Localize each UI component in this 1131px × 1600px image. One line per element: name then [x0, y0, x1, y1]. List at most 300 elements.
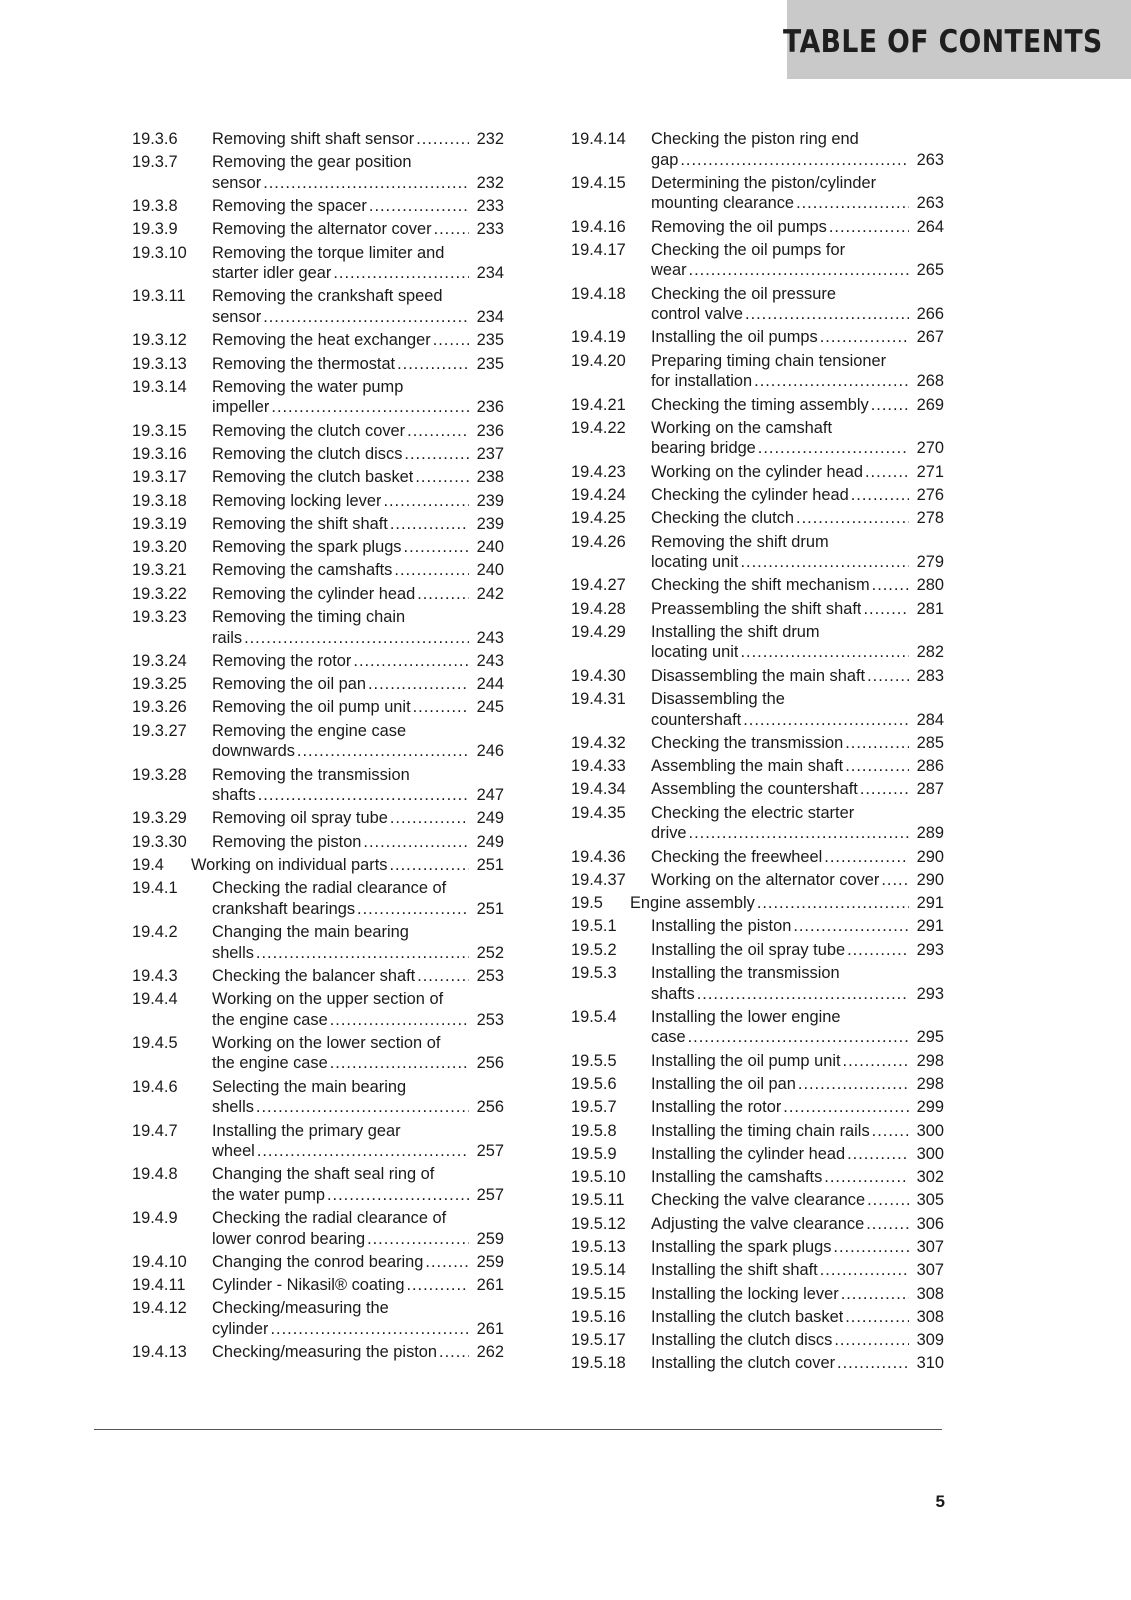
toc-entry-page: 306 — [916, 1214, 944, 1233]
toc-entry-body — [651, 462, 944, 483]
toc-entry-body — [212, 444, 504, 465]
toc-entry-title: Adjusting the valve clearance — [651, 1214, 865, 1233]
toc-entry-title: shafts — [651, 984, 695, 1003]
toc-entry-title: Checking/measuring the piston — [212, 1343, 438, 1362]
toc-entry-page: 307 — [916, 1261, 944, 1280]
toc-entry-title: Working on the alternator cover — [651, 870, 880, 889]
toc-entry-title-row — [212, 785, 504, 806]
toc-entry[interactable] — [132, 330, 504, 351]
toc-entry[interactable] — [132, 467, 504, 488]
toc-entry-page: 291 — [916, 894, 944, 913]
toc-entry-body — [212, 1298, 504, 1339]
toc-leader-dots — [327, 1185, 469, 1206]
toc-entry[interactable] — [571, 575, 944, 596]
toc-entry-number: 19.3.9 — [132, 220, 178, 239]
toc-entry-title-line1: Removing the water pump — [212, 377, 404, 396]
toc-leader-dots — [394, 560, 469, 581]
toc-entry-number: 19.4.18 — [571, 284, 626, 303]
toc-entry-title: Removing the shift shaft — [212, 514, 388, 533]
toc-entry-title-line1: Removing the transmission — [212, 765, 410, 784]
toc-entry-number: 19.3.15 — [132, 421, 187, 440]
toc-leader-dots — [845, 733, 909, 754]
toc-entry-title-row — [212, 537, 504, 558]
toc-entry-number: 19.4.22 — [571, 418, 626, 437]
toc-entry-body — [651, 1330, 944, 1351]
toc-entry-title: Removing the clutch discs — [212, 444, 403, 463]
toc-entry-body — [651, 940, 944, 961]
toc-entry[interactable] — [571, 733, 944, 754]
toc-entry-body — [212, 674, 504, 695]
toc-entry[interactable] — [571, 1007, 944, 1048]
toc-entry[interactable] — [132, 537, 504, 558]
toc-entry-body — [212, 1252, 504, 1273]
toc-entry-page: 249 — [476, 809, 504, 828]
toc-entry[interactable] — [132, 1077, 504, 1118]
toc-entry-page: 267 — [916, 328, 944, 347]
toc-entry-body — [212, 607, 504, 648]
toc-leader-dots — [397, 354, 469, 375]
toc-column-right — [571, 129, 944, 1377]
toc-entry-title: cylinder — [212, 1319, 269, 1338]
toc-entry-body — [651, 217, 944, 238]
toc-entry-number: 19.5.6 — [571, 1074, 617, 1093]
toc-entry-page: 300 — [916, 1144, 944, 1163]
toc-entry[interactable] — [571, 666, 944, 687]
toc-leader-dots — [270, 1319, 469, 1340]
toc-entry-title-row — [212, 1053, 504, 1074]
toc-entry-page: 252 — [476, 943, 504, 962]
toc-entry[interactable] — [132, 560, 504, 581]
toc-entry-number: 19.5.11 — [571, 1191, 625, 1210]
toc-entry-title-line1: Disassembling the — [651, 690, 785, 709]
toc-entry[interactable] — [132, 491, 504, 512]
toc-entry-body — [651, 963, 944, 1004]
toc-entry[interactable] — [571, 756, 944, 777]
toc-leader-dots — [865, 462, 909, 483]
toc-entry-page: 236 — [476, 398, 504, 417]
toc-entry-title: lower conrod bearing — [212, 1229, 366, 1248]
toc-entry-page: 290 — [916, 847, 944, 866]
toc-entry-page: 232 — [476, 130, 504, 148]
toc-entry-body — [651, 870, 944, 891]
toc-section-entry[interactable] — [571, 893, 944, 914]
toc-leader-dots — [258, 785, 469, 806]
toc-entry-page: 269 — [916, 395, 944, 414]
toc-entry-number: 19.5.16 — [571, 1307, 626, 1326]
toc-entry-body — [212, 129, 504, 150]
toc-entry[interactable] — [571, 1051, 944, 1072]
toc-entry-body — [651, 803, 944, 844]
toc-entry-title-row — [212, 899, 504, 920]
toc-entry[interactable] — [132, 1342, 504, 1363]
toc-entry-page: 234 — [476, 307, 504, 326]
toc-entry-title-row — [651, 395, 944, 416]
toc-leader-dots — [689, 823, 909, 844]
toc-entry[interactable] — [571, 803, 944, 844]
toc-entry-body — [212, 467, 504, 488]
toc-entry-body — [651, 327, 944, 348]
toc-entry-title-row — [651, 823, 944, 844]
toc-entry-title-row — [212, 697, 504, 718]
toc-entry-title: the engine case — [212, 1010, 328, 1029]
toc-entry-title-line1: Working on the upper section of — [212, 990, 444, 1009]
toc-entry-body — [651, 666, 944, 687]
toc-entry-body — [630, 893, 944, 914]
toc-entry-number: 19.5.3 — [571, 964, 617, 983]
toc-entry[interactable] — [571, 284, 944, 325]
toc-entry[interactable] — [571, 1167, 944, 1188]
toc-entry[interactable] — [571, 779, 944, 800]
toc-entry-page: 300 — [916, 1121, 944, 1140]
toc-entry[interactable] — [571, 1260, 944, 1281]
toc-entry[interactable] — [571, 129, 944, 170]
toc-entry-body — [651, 1284, 944, 1305]
toc-entry[interactable] — [132, 514, 504, 535]
toc-leader-dots — [333, 263, 469, 284]
toc-entry-page: 308 — [916, 1284, 944, 1303]
toc-entry-title: Removing the alternator cover — [212, 220, 432, 239]
toc-entry-title: locating unit — [651, 643, 739, 662]
toc-entry-page: 270 — [916, 439, 944, 458]
toc-entry[interactable] — [132, 444, 504, 465]
toc-entry[interactable] — [571, 847, 944, 868]
toc-entry[interactable] — [571, 940, 944, 961]
toc-entry-number: 19.3.11 — [132, 287, 186, 306]
toc-entry[interactable] — [571, 418, 944, 459]
toc-entry-page: 249 — [476, 832, 504, 851]
toc-entry[interactable] — [571, 1237, 944, 1258]
toc-entry-page: 239 — [476, 514, 504, 533]
toc-entry[interactable] — [571, 916, 944, 937]
toc-entry-body — [651, 173, 944, 214]
toc-entry-title-row — [651, 710, 944, 731]
toc-entry[interactable] — [571, 1144, 944, 1165]
toc-leader-dots — [745, 304, 909, 325]
toc-entry-page: 251 — [476, 855, 504, 874]
toc-entry-title-row — [212, 1319, 504, 1340]
toc-entry-body — [212, 765, 504, 806]
toc-leader-dots — [866, 1214, 909, 1235]
toc-entry-page: 235 — [476, 354, 504, 373]
toc-entry-body — [212, 878, 504, 919]
toc-entry-page: 278 — [916, 509, 944, 528]
toc-entry-number: 19.4.13 — [132, 1343, 187, 1362]
toc-leader-dots — [271, 397, 469, 418]
toc-entry-page: 290 — [916, 870, 944, 889]
toc-leader-dots — [860, 779, 909, 800]
toc-entry-title-row — [212, 330, 504, 351]
toc-entry[interactable] — [571, 173, 944, 214]
toc-entry-title-line1: Removing the torque limiter and — [212, 243, 445, 262]
toc-entry[interactable] — [571, 1097, 944, 1118]
toc-leader-dots — [244, 628, 469, 649]
toc-leader-dots — [257, 1141, 469, 1162]
toc-entry[interactable] — [571, 327, 944, 348]
toc-entry-page: 284 — [916, 710, 944, 729]
toc-leader-dots — [754, 371, 909, 392]
toc-entry[interactable] — [132, 1298, 504, 1339]
toc-leader-dots — [689, 260, 909, 281]
toc-entry-title-row — [212, 514, 504, 535]
toc-entry[interactable] — [132, 196, 504, 217]
toc-entry-title: Installing the piston — [651, 917, 792, 936]
toc-entry-body — [212, 1208, 504, 1249]
toc-entry-page: 305 — [916, 1191, 944, 1210]
toc-entry-title: Installing the timing chain rails — [651, 1121, 870, 1140]
toc-entry-number: 19.3.20 — [132, 538, 187, 557]
toc-entry-number: 19.4.9 — [132, 1209, 178, 1228]
toc-entry-title-row — [212, 1185, 504, 1206]
toc-entry[interactable] — [132, 607, 504, 648]
toc-entry[interactable] — [571, 689, 944, 730]
toc-entry-number: 19.3.16 — [132, 444, 187, 463]
toc-entry[interactable] — [132, 721, 504, 762]
toc-entry[interactable] — [132, 989, 504, 1030]
toc-entry[interactable] — [132, 421, 504, 442]
toc-leader-dots — [434, 219, 469, 240]
toc-entry-page: 281 — [916, 599, 944, 618]
toc-entry[interactable] — [571, 508, 944, 529]
toc-entry-title: shells — [212, 943, 254, 962]
toc-entry-title: Engine assembly — [630, 894, 755, 913]
toc-leader-dots — [404, 444, 469, 465]
toc-entry-title: rails — [212, 628, 243, 647]
toc-entry-page: 262 — [476, 1343, 504, 1362]
toc-entry-title-row — [212, 467, 504, 488]
toc-entry[interactable] — [571, 485, 944, 506]
toc-leader-dots — [847, 940, 909, 961]
toc-entry-body — [651, 129, 944, 170]
toc-entry-number: 19.4.24 — [571, 485, 626, 504]
toc-entry[interactable] — [132, 832, 504, 853]
toc-entry-title-line1: Checking the radial clearance of — [212, 1209, 447, 1228]
toc-entry-title-row — [212, 1252, 504, 1273]
toc-entry-body — [651, 532, 944, 573]
toc-entry-title-row — [651, 1074, 944, 1095]
toc-entry[interactable] — [132, 1208, 504, 1249]
toc-entry-title-row — [212, 421, 504, 442]
toc-entry-title: Removing the camshafts — [212, 561, 393, 580]
toc-entry[interactable] — [571, 1074, 944, 1095]
toc-leader-dots — [407, 421, 469, 442]
toc-entry-body — [212, 966, 504, 987]
toc-entry[interactable] — [132, 808, 504, 829]
toc-entry-title: Disassembling the main shaft — [651, 666, 866, 685]
toc-entry-title-line1: Preparing timing chain tensioner — [651, 351, 887, 370]
toc-entry-number: 19.3.27 — [132, 721, 187, 740]
toc-entry-number: 19.4.30 — [571, 666, 626, 685]
toc-entry-number: 19.4.29 — [571, 622, 626, 641]
toc-entry-body — [212, 1342, 504, 1363]
toc-entry[interactable] — [132, 152, 504, 193]
toc-entry-title-row — [212, 263, 504, 284]
toc-entry-number: 19.4.12 — [132, 1299, 187, 1318]
toc-entry-page: 299 — [916, 1098, 944, 1117]
toc-entry[interactable] — [132, 765, 504, 806]
toc-entry-page: 264 — [916, 217, 944, 236]
toc-entry-number: 19.3.12 — [132, 331, 187, 350]
toc-entry-title: shafts — [212, 786, 256, 805]
toc-entry-title-row — [651, 642, 944, 663]
toc-entry-title-row — [212, 196, 504, 217]
toc-entry-title: locating unit — [651, 553, 739, 572]
page-title: TABLE OF CONTENTS — [783, 24, 1103, 60]
toc-entry-page: 293 — [916, 984, 944, 1003]
toc-entry-title-row — [191, 855, 504, 876]
toc-entry-title-line1: Checking the piston ring end — [651, 130, 859, 148]
toc-entry-number: 19.3.10 — [132, 243, 187, 262]
toc-entry-title-row — [212, 397, 504, 418]
toc-entry[interactable] — [571, 351, 944, 392]
toc-entry-title-line1: Checking/measuring the — [212, 1299, 389, 1318]
toc-entry[interactable] — [571, 1353, 944, 1374]
toc-leader-dots — [871, 395, 909, 416]
toc-entry-title-row — [212, 1097, 504, 1118]
toc-entry-title-row — [651, 1190, 944, 1211]
toc-entry-body — [651, 240, 944, 281]
toc-entry-title-row — [651, 779, 944, 800]
toc-leader-dots — [834, 1330, 909, 1351]
toc-entry[interactable] — [571, 217, 944, 238]
toc-entry-title-row — [651, 1051, 944, 1072]
toc-entry-title: Removing oil spray tube — [212, 809, 388, 828]
toc-entry-page: 242 — [476, 584, 504, 603]
toc-entry[interactable] — [132, 377, 504, 418]
toc-leader-dots — [263, 307, 469, 328]
toc-entry-body — [651, 575, 944, 596]
toc-entry-body — [212, 514, 504, 535]
toc-section-entry[interactable] — [132, 855, 504, 876]
toc-entry-number: 19.4.3 — [132, 966, 178, 985]
toc-entry-body — [651, 689, 944, 730]
toc-entry-body — [651, 622, 944, 663]
toc-entry[interactable] — [571, 240, 944, 281]
toc-entry-title: bearing bridge — [651, 439, 756, 458]
toc-entry-title-line1: Changing the shaft seal ring of — [212, 1165, 435, 1184]
toc-entry[interactable] — [571, 1214, 944, 1235]
toc-entry[interactable] — [132, 1033, 504, 1074]
toc-entry-title: Removing locking lever — [212, 491, 382, 510]
toc-entry-title: Working on individual parts — [191, 855, 388, 874]
toc-entry[interactable] — [132, 584, 504, 605]
toc-entry-body — [212, 421, 504, 442]
toc-entry[interactable] — [132, 354, 504, 375]
toc-entry[interactable] — [571, 1190, 944, 1211]
toc-entry-title-row — [651, 150, 944, 171]
toc-entry[interactable] — [132, 1164, 504, 1205]
toc-entry-body — [651, 1144, 944, 1165]
toc-entry-number: 19.4.19 — [571, 328, 626, 347]
toc-entry-number: 19.4.31 — [571, 690, 626, 709]
toc-entry-body — [212, 922, 504, 963]
toc-entry-title: Removing the cylinder head — [212, 584, 416, 603]
toc-entry[interactable] — [132, 1121, 504, 1162]
toc-entry[interactable] — [132, 129, 504, 150]
toc-entry-page: 232 — [476, 173, 504, 192]
toc-entry[interactable] — [132, 286, 504, 327]
toc-entry-page: 263 — [916, 150, 944, 169]
toc-leader-dots — [417, 966, 469, 987]
toc-entry-title-row — [651, 1027, 944, 1048]
toc-entry-number: 19.4.6 — [132, 1077, 178, 1096]
toc-entry-title-row — [651, 1121, 944, 1142]
toc-entry[interactable] — [132, 674, 504, 695]
toc-entry-body — [651, 1214, 944, 1235]
toc-entry-body — [651, 1121, 944, 1142]
toc-entry-title-row — [212, 1229, 504, 1250]
toc-entry[interactable] — [571, 870, 944, 891]
toc-leader-dots — [406, 1275, 469, 1296]
toc-entry-number: 19.3.7 — [132, 153, 178, 172]
toc-leader-dots — [743, 710, 909, 731]
toc-leader-dots — [872, 575, 909, 596]
toc-entry[interactable] — [132, 878, 504, 919]
toc-entry[interactable] — [571, 622, 944, 663]
toc-entry-page: 271 — [916, 462, 944, 481]
toc-entry-title: Removing shift shaft sensor — [212, 130, 415, 148]
toc-entry[interactable] — [132, 1252, 504, 1273]
toc-entry[interactable] — [132, 651, 504, 672]
toc-entry-body — [651, 756, 944, 777]
toc-entry-title: wear — [651, 261, 687, 280]
toc-entry-page: 286 — [916, 757, 944, 776]
toc-entry-page: 295 — [916, 1028, 944, 1047]
toc-entry-title-line1: Determining the piston/cylinder — [651, 173, 877, 192]
toc-leader-dots — [369, 196, 469, 217]
toc-entry-body — [212, 808, 504, 829]
toc-entry-title-row — [212, 674, 504, 695]
toc-entry[interactable] — [132, 1275, 504, 1296]
toc-leader-dots — [368, 674, 469, 695]
toc-entry[interactable] — [132, 697, 504, 718]
toc-entry-body — [212, 697, 504, 718]
toc-leader-dots — [330, 1010, 469, 1031]
toc-entry[interactable] — [571, 532, 944, 573]
toc-entry-page: 282 — [916, 643, 944, 662]
toc-entry-page: 236 — [476, 421, 504, 440]
toc-entry-title-row — [651, 304, 944, 325]
toc-entry-number: 19.4.17 — [571, 240, 626, 259]
toc-entry[interactable] — [571, 1284, 944, 1305]
toc-entry[interactable] — [132, 219, 504, 240]
toc-entry[interactable] — [571, 599, 944, 620]
toc-leader-dots — [833, 1237, 909, 1258]
toc-entry[interactable] — [132, 922, 504, 963]
toc-entry[interactable] — [571, 1330, 944, 1351]
toc-leader-dots — [439, 1342, 469, 1363]
toc-entry[interactable] — [132, 243, 504, 284]
toc-leader-dots — [758, 438, 909, 459]
toc-entry-page: 291 — [916, 917, 944, 936]
toc-entry-number: 19.3.14 — [132, 377, 187, 396]
toc-entry-number: 19.3.28 — [132, 765, 187, 784]
toc-entry[interactable] — [571, 963, 944, 1004]
toc-entry[interactable] — [132, 966, 504, 987]
toc-leader-dots — [390, 808, 469, 829]
toc-entry[interactable] — [571, 462, 944, 483]
toc-leader-dots — [740, 642, 909, 663]
toc-entry[interactable] — [571, 1307, 944, 1328]
toc-entry[interactable] — [571, 1121, 944, 1142]
toc-entry-title: Removing the clutch cover — [212, 421, 406, 440]
toc-entry-number: 19.5.15 — [571, 1284, 626, 1303]
toc-entry-number: 19.4.1 — [132, 879, 178, 898]
toc-entry-title: Cylinder - Nikasil® coating — [212, 1276, 405, 1295]
toc-entry-page: 265 — [916, 261, 944, 280]
toc-leader-dots — [417, 584, 469, 605]
toc-entry-number: 19.4.28 — [571, 599, 626, 618]
toc-entry[interactable] — [571, 395, 944, 416]
